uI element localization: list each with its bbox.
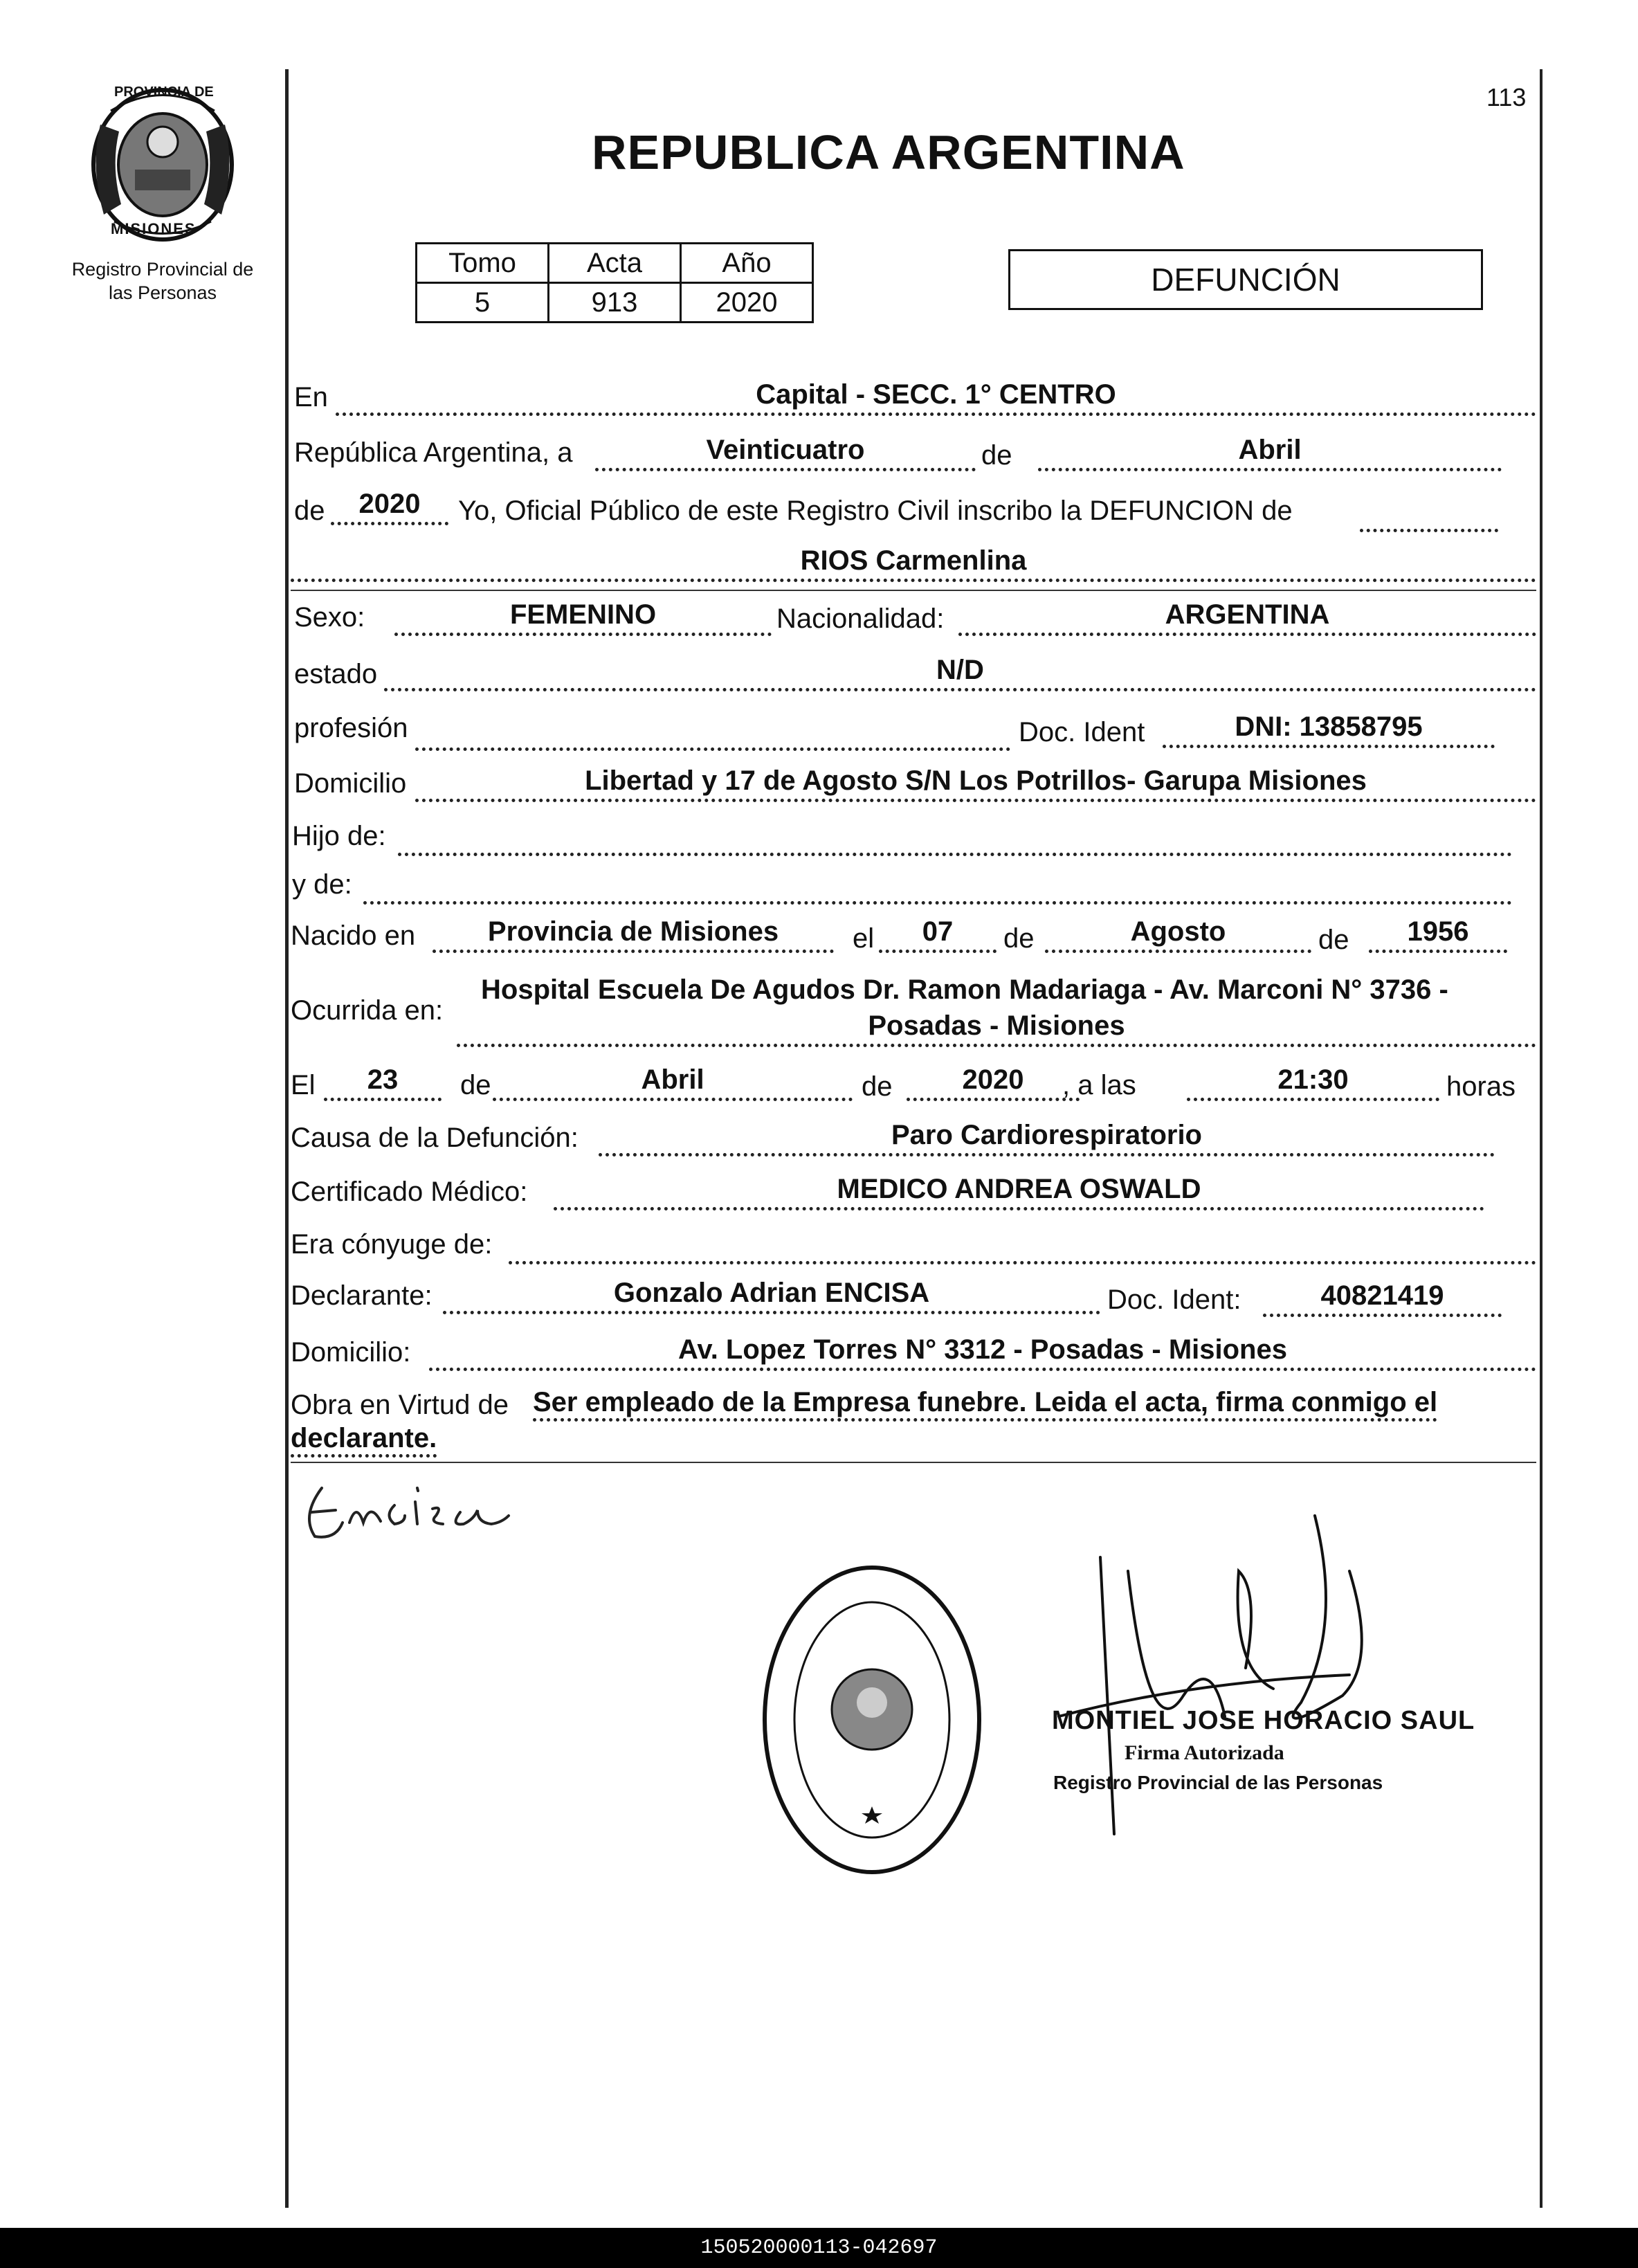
field-mes: Abril bbox=[1038, 435, 1502, 471]
barcode-footer: 150520000113-042697 bbox=[0, 2228, 1638, 2268]
label-causa: Causa de la Defunción: bbox=[291, 1123, 579, 1153]
label-hijo-de: Hijo de: bbox=[292, 821, 386, 851]
official-org: Registro Provincial de las Personas bbox=[1053, 1772, 1383, 1793]
field-hijo-de bbox=[398, 819, 1512, 856]
label-profesion: profesión bbox=[294, 713, 408, 743]
field-sexo: FEMENINO bbox=[394, 599, 772, 636]
divider-2 bbox=[291, 1462, 1536, 1463]
label-domicilio-declarante: Domicilio: bbox=[291, 1337, 411, 1368]
label-en: En bbox=[294, 382, 328, 412]
left-margin-line bbox=[285, 69, 289, 2208]
province-coat-of-arms-logo bbox=[83, 83, 242, 242]
official-role: Firma Autorizada bbox=[1125, 1741, 1284, 1764]
field-def-anio: 2020 bbox=[907, 1064, 1080, 1101]
label-el-nac: el bbox=[853, 923, 875, 954]
label-declarante: Declarante: bbox=[291, 1280, 433, 1311]
field-doc-ident: DNI: 13858795 bbox=[1163, 711, 1495, 748]
field-dia-letras: Veinticuatro bbox=[595, 435, 976, 471]
registry-name bbox=[48, 257, 277, 305]
field-lugar: Capital - SECC. 1° CENTRO bbox=[336, 379, 1536, 416]
label-nacido-en: Nacido en bbox=[291, 920, 416, 951]
label-obra-virtud: Obra en Virtud de bbox=[291, 1390, 509, 1420]
label-conyuge: Era cónyuge de: bbox=[291, 1229, 493, 1260]
label-de-def-anio: de bbox=[862, 1071, 893, 1102]
field-nac-dia: 07 bbox=[879, 916, 997, 953]
reference-table-values bbox=[417, 283, 813, 323]
reference-table bbox=[415, 242, 814, 323]
official-stamp bbox=[758, 1561, 986, 1879]
label-de-nac-mes: de bbox=[1003, 923, 1035, 954]
logo-bottom-text: MISIONES bbox=[111, 220, 197, 237]
field-def-dia: 23 bbox=[324, 1064, 442, 1101]
right-margin-line bbox=[1540, 69, 1543, 2208]
field-certificado: MEDICO ANDREA OSWALD bbox=[554, 1174, 1484, 1210]
ref-header-tomo: Tomo bbox=[417, 244, 549, 283]
field-obra-virtud-linea2: declarante. bbox=[291, 1423, 437, 1458]
label-ocurrida-en: Ocurrida en: bbox=[291, 995, 444, 1026]
divider-1 bbox=[291, 590, 1536, 591]
field-nacionalidad: ARGENTINA bbox=[958, 599, 1536, 636]
label-sexo: Sexo: bbox=[294, 602, 365, 633]
field-declarante: Gonzalo Adrian ENCISA bbox=[443, 1278, 1100, 1314]
field-y-de bbox=[363, 868, 1512, 905]
field-nac-anio: 1956 bbox=[1369, 916, 1507, 953]
label-republica-a: República Argentina, a bbox=[294, 437, 573, 468]
field-anio: 2020 bbox=[331, 489, 448, 525]
field-blank-after-oficial bbox=[1360, 496, 1498, 532]
ref-value-anio: 2020 bbox=[681, 283, 813, 323]
field-causa: Paro Cardiorespiratorio bbox=[599, 1120, 1495, 1156]
label-horas: horas bbox=[1446, 1071, 1516, 1102]
field-declarante-doc: 40821419 bbox=[1263, 1280, 1502, 1317]
logo-top-text: PROVINCIA DE bbox=[114, 84, 214, 100]
field-conyuge bbox=[509, 1228, 1536, 1264]
label-de-mes: de bbox=[981, 440, 1012, 471]
label-de-nac-anio: de bbox=[1318, 925, 1349, 955]
field-obra-virtud-linea1: Ser empleado de la Empresa funebre. Leida el acta, firma conmigo el bbox=[533, 1387, 1437, 1422]
ref-value-tomo: 5 bbox=[417, 283, 549, 323]
registry-name-line1: Registro Provincial de bbox=[71, 259, 254, 280]
label-yo-oficial: Yo, Oficial Público de este Registro Civil inscribo la DEFUNCION de bbox=[458, 496, 1293, 526]
page-number: 113 bbox=[1486, 83, 1527, 111]
registry-name-line2: las Personas bbox=[108, 282, 217, 303]
field-def-mes: Abril bbox=[493, 1064, 853, 1101]
field-def-hora: 21:30 bbox=[1187, 1064, 1439, 1101]
label-nacionalidad: Nacionalidad: bbox=[776, 604, 945, 634]
ref-header-acta: Acta bbox=[549, 244, 681, 283]
label-el-def: El bbox=[291, 1070, 316, 1100]
field-ocurrida-linea1: Hospital Escuela De Agudos Dr. Ramon Madariaga - Av. Marconi N° 3736 - bbox=[481, 974, 1448, 1005]
declarant-signature bbox=[294, 1474, 516, 1550]
official-signature bbox=[1052, 1488, 1412, 1848]
reference-table-header bbox=[417, 244, 813, 283]
field-nombre: RIOS Carmenlina bbox=[291, 545, 1536, 582]
label-doc-ident-declarante: Doc. Ident: bbox=[1107, 1285, 1241, 1315]
official-name: MONTIEL JOSE HORACIO SAUL bbox=[1052, 1706, 1475, 1735]
label-de-def-mes: de bbox=[460, 1070, 491, 1100]
field-nacido-en: Provincia de Misiones bbox=[433, 916, 834, 953]
label-y-de: y de: bbox=[292, 869, 352, 900]
label-certificado: Certificado Médico: bbox=[291, 1177, 528, 1207]
field-declarante-domicilio: Av. Lopez Torres N° 3312 - Posadas - Misiones bbox=[429, 1334, 1536, 1371]
field-estado: N/D bbox=[384, 655, 1536, 691]
field-profesion bbox=[415, 714, 1010, 751]
field-ocurrida-linea2: Posadas - Misiones bbox=[457, 1010, 1536, 1047]
label-estado: estado bbox=[294, 659, 378, 689]
page-title: REPUBLICA ARGENTINA bbox=[592, 125, 1185, 179]
label-doc-ident: Doc. Ident bbox=[1019, 717, 1145, 747]
field-domicilio: Libertad y 17 de Agosto S/N Los Potrillos- Garupa Misiones bbox=[415, 765, 1536, 802]
label-a-las: , a las bbox=[1062, 1070, 1136, 1100]
field-nac-mes: Agosto bbox=[1045, 916, 1311, 953]
record-type-box: DEFUNCIÓN bbox=[1008, 249, 1483, 310]
label-domicilio: Domicilio bbox=[294, 768, 407, 799]
ref-value-acta: 913 bbox=[549, 283, 681, 323]
ref-header-anio: Año bbox=[681, 244, 813, 283]
label-de-anio: de bbox=[294, 496, 325, 526]
